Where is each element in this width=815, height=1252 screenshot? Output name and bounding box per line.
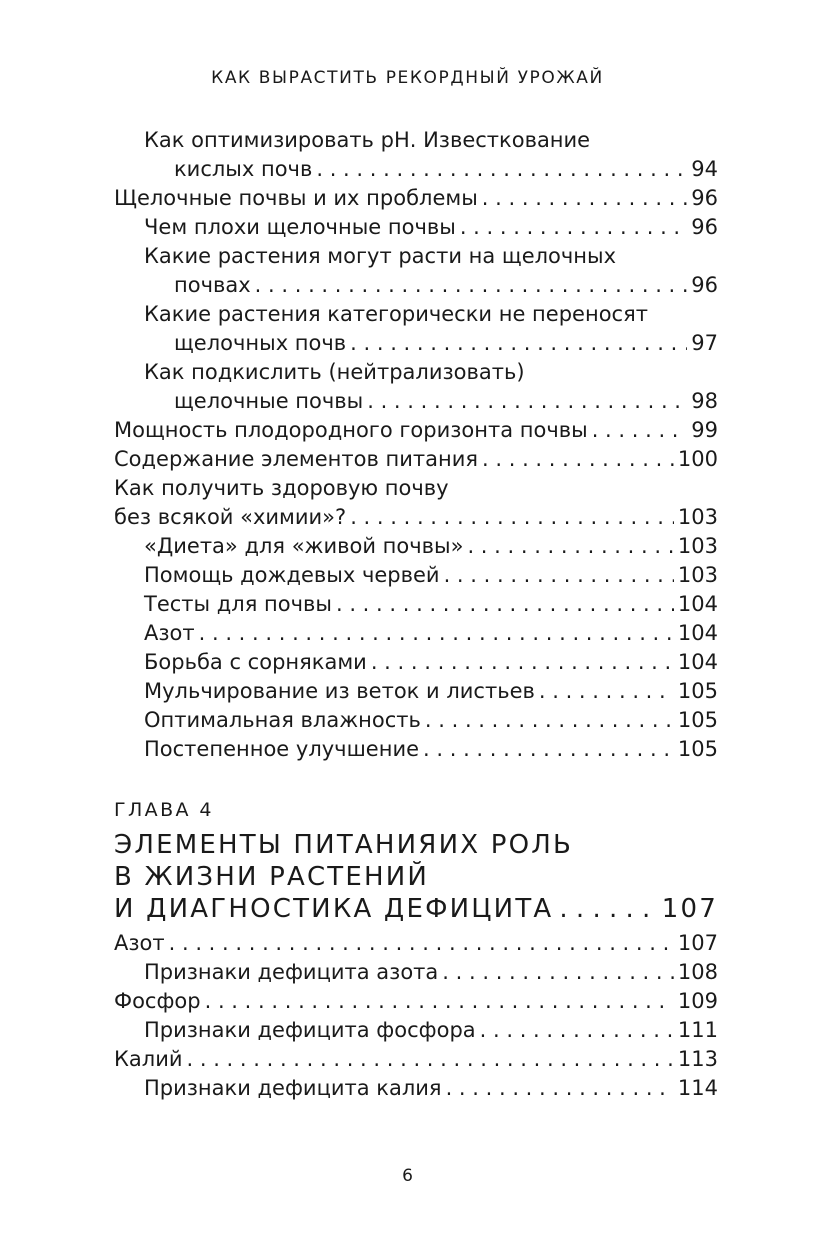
toc-page-number: 94 bbox=[691, 157, 718, 181]
toc-entry-title: Содержание элементов питания bbox=[114, 447, 479, 471]
toc-entry bbox=[114, 619, 718, 648]
toc-page-number: 114 bbox=[677, 1076, 718, 1100]
toc-entry-title: Мощность плодородного горизонта почвы bbox=[114, 418, 588, 442]
toc-entry bbox=[114, 155, 718, 184]
toc-entry-title: «Диета» для «живой почвы» bbox=[144, 534, 464, 558]
toc-entry-title: почвах bbox=[174, 273, 251, 297]
toc-page-number: 105 bbox=[677, 708, 718, 732]
toc-entry-title: Какие растения могут расти на щелочных bbox=[144, 244, 617, 268]
toc-entry-title: Калий bbox=[114, 1047, 183, 1071]
toc-page-number: 108 bbox=[677, 960, 718, 984]
toc-page-number: 104 bbox=[677, 621, 718, 645]
toc-entry bbox=[114, 677, 718, 706]
toc-entry-title: Фосфор bbox=[114, 989, 201, 1013]
toc-page-number: 99 bbox=[691, 418, 718, 442]
dot-leader bbox=[425, 706, 674, 735]
toc-page-number: 104 bbox=[677, 650, 718, 674]
page-number: 6 bbox=[402, 1166, 413, 1186]
toc-entry-title: Признаки дефицита фосфора bbox=[144, 1018, 476, 1042]
toc-entry-title: Тесты для почвы bbox=[144, 592, 332, 616]
dot-leader bbox=[460, 213, 687, 242]
dot-leader bbox=[350, 329, 687, 358]
toc-entry-title: кислых почв bbox=[174, 157, 313, 181]
toc-page-number: 103 bbox=[677, 505, 718, 529]
dot-leader bbox=[169, 929, 674, 958]
toc-entry-title: щелочных почв bbox=[174, 331, 347, 355]
running-head: КАК ВЫРАСТИТЬ РЕКОРДНЫЙ УРОЖАЙ bbox=[211, 68, 604, 88]
toc-entry bbox=[114, 561, 718, 590]
dot-leader bbox=[367, 387, 687, 416]
toc-page-number: 96 bbox=[691, 273, 718, 297]
toc-entry-title: Постепенное улучшение bbox=[144, 737, 420, 761]
toc-entry bbox=[114, 987, 718, 1016]
toc-page-number: 105 bbox=[677, 679, 718, 703]
toc-entry-title: Какие растения категорически не переносят bbox=[144, 302, 648, 326]
table-of-contents bbox=[114, 126, 718, 1103]
toc-entry-title: без всякой «химии»? bbox=[114, 505, 347, 529]
chapter-title-line: В ЖИЗНИ РАСТЕНИЙ bbox=[114, 862, 430, 892]
toc-entry bbox=[114, 1074, 718, 1103]
chapter-title-entry bbox=[114, 893, 718, 925]
toc-entry-title: Помощь дождевых червей bbox=[144, 563, 440, 587]
toc-entry-title: Щелочные почвы и их проблемы bbox=[114, 186, 478, 210]
dot-leader bbox=[592, 416, 688, 445]
dot-leader bbox=[336, 590, 674, 619]
toc-entry bbox=[114, 271, 718, 300]
toc-entry bbox=[114, 706, 718, 735]
toc-page-number: 96 bbox=[691, 186, 718, 210]
toc-page-number: 103 bbox=[677, 534, 718, 558]
toc-page-number: 107 bbox=[661, 894, 718, 924]
dot-leader bbox=[187, 1045, 674, 1074]
toc-page-number: 97 bbox=[691, 331, 718, 355]
toc-entry-title: щелочные почвы bbox=[174, 389, 364, 413]
dot-leader bbox=[205, 987, 674, 1016]
chapter-title-line: И ДИАГНОСТИКА ДЕФИЦИТА bbox=[114, 894, 554, 924]
dot-leader bbox=[255, 271, 688, 300]
toc-entry-title: Как получить здоровую почву bbox=[114, 476, 449, 500]
toc-entry bbox=[114, 445, 718, 474]
dot-leader bbox=[446, 1074, 674, 1103]
dot-leader bbox=[371, 648, 674, 677]
toc-page-number: 100 bbox=[677, 447, 718, 471]
toc-entry-title: Борьба с сорняками bbox=[144, 650, 367, 674]
dot-leader bbox=[467, 532, 673, 561]
toc-entry-title: Чем плохи щелочные почвы bbox=[144, 215, 456, 239]
toc-entry bbox=[114, 416, 718, 445]
toc-entry bbox=[114, 329, 718, 358]
toc-page-number: 104 bbox=[677, 592, 718, 616]
toc-entry-title: Признаки дефицита азота bbox=[144, 960, 439, 984]
toc-entry bbox=[114, 929, 718, 958]
chapter-label: ГЛАВА 4 bbox=[114, 799, 214, 821]
toc-entry bbox=[114, 213, 718, 242]
toc-entry bbox=[114, 503, 718, 532]
dot-leader bbox=[442, 958, 674, 987]
dot-leader bbox=[316, 155, 687, 184]
toc-entry-title: Оптимальная влажность bbox=[144, 708, 421, 732]
dot-leader bbox=[480, 1016, 674, 1045]
toc-entry bbox=[114, 387, 718, 416]
toc-entry bbox=[114, 532, 718, 561]
toc-entry bbox=[114, 590, 718, 619]
chapter-title-line: ЭЛЕМЕНТЫ ПИТАНИЯИХ РОЛЬ bbox=[114, 830, 574, 860]
toc-page-number: 107 bbox=[677, 931, 718, 955]
toc-page-number: 98 bbox=[691, 389, 718, 413]
toc-page-number: 96 bbox=[691, 215, 718, 239]
dot-leader bbox=[444, 561, 674, 590]
toc-page-number: 105 bbox=[677, 737, 718, 761]
toc-page-number: 103 bbox=[677, 563, 718, 587]
toc-entry bbox=[114, 958, 718, 987]
toc-entry-title: Как оптимизировать рН. Известкование bbox=[144, 128, 591, 152]
dot-leader bbox=[482, 445, 674, 474]
dot-leader bbox=[350, 503, 674, 532]
toc-entry bbox=[114, 735, 718, 764]
toc-entry bbox=[114, 184, 718, 213]
toc-entry bbox=[114, 1045, 718, 1074]
toc-page-number: 113 bbox=[677, 1047, 718, 1071]
dot-leader bbox=[482, 184, 687, 213]
toc-entry bbox=[114, 648, 718, 677]
toc-page-number: 109 bbox=[677, 989, 718, 1013]
dot-leader bbox=[199, 619, 674, 648]
dot-leader bbox=[559, 893, 655, 925]
toc-entry-title: Признаки дефицита калия bbox=[144, 1076, 442, 1100]
toc-entry-title: Азот bbox=[114, 931, 165, 955]
toc-entry-title: Как подкислить (нейтрализовать) bbox=[144, 360, 525, 384]
dot-leader bbox=[423, 735, 674, 764]
dot-leader bbox=[539, 677, 674, 706]
toc-page-number: 111 bbox=[677, 1018, 718, 1042]
toc-entry-title: Мульчирование из веток и листьев bbox=[144, 679, 535, 703]
toc-entry-title: Азот bbox=[144, 621, 195, 645]
toc-entry bbox=[114, 1016, 718, 1045]
